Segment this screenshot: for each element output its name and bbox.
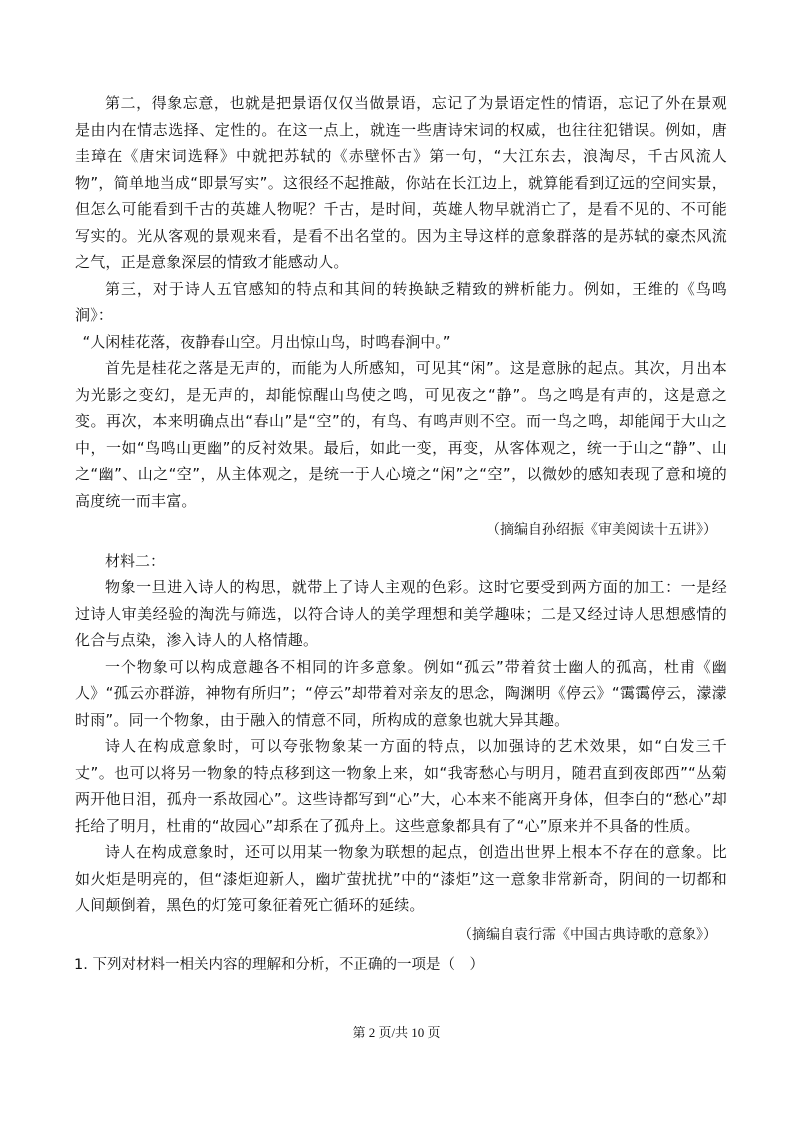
paragraph-third-point: 第三，对于诗人五官感知的特点和其间的转换缺乏精致的辨析能力。例如，王维的《鸟鸣涧》： [75,279,727,324]
paragraph-material-two-4: 诗人在构成意象时，还可以用某一物象为联想的起点，创造出世界上根本不存在的意象。比如火炬是明亮的，但“漆炬迎新人，幽圹萤扰扰”中的“漆炬”这一意象非常新奇，阴间的一切都和人间颠倒着，黑色的灯笼可象征着死亡循环的延续。 [75,843,727,914]
paragraph-material-two-1: 物象一旦进入诗人的构思，就带上了诗人主观的色彩。这时它要受到两方面的加工：一是经过诗人审美经验的淘洗与筛选，以符合诗人的美学理想和美学趣味；二是又经过诗人思想感情的化合与点染，渗入诗人的人格情趣。 [75,578,727,649]
question-1: 1. 下列对材料一相关内容的理解和分析，不正确的一项是（ ） [74,957,484,973]
source-citation-one: （摘编自孙绍振《审美阅读十五讲》） [486,522,717,538]
source-citation-two: （摘编自袁行霈《中国古典诗歌的意象》） [458,926,717,943]
poem-quote: “人闲桂花落，夜静春山空。月出惊山鸟，时鸣春涧中。” [82,332,451,351]
paragraph-material-two-2: 一个物象可以构成意趣各不相同的许多意象。例如“孤云”带着贫士幽人的孤高，杜甫《幽人》“孤云亦群游，神物有所归”；“停云”却带着对亲友的思念，陶渊明《停云》“霭霭停云，濛濛时雨”。同一个物象，由于融入的情意不同，所构成的意象也就大异其趣。 [75,657,727,729]
paragraph-material-two-3: 诗人在构成意象时，可以夸张物象某一方面的特点，以加强诗的艺术效果，如“白发三千丈”。也可以将另一物象的特点移到这一物象上来，如“我寄愁心与明月，随君直到夜郎西”“丛菊两开他日泪，孤舟一系故园心”。这些诗都写到“心”大，心本来不能离开身体，但李白的“愁心”却托给了明月，杜甫的“故园心”却系在了孤舟上。这些意象都具有了“心”原来并不具备的性质。 [75,737,727,835]
document-body [75,90,727,979]
material-two-label: 材料二： [105,551,166,570]
paragraph-second-point: 第二，得象忘意，也就是把景语仅仅当做景语，忘记了为景语定性的情语，忘记了外在景观是由内在情志选择、定性的。在这一点上，就连一些唐诗宋词的权威，也往往犯错误。例如，唐圭璋在《唐宋词选释》中就把苏轼的《赤壁怀古》第一句，“大江东去，浪淘尽，千古风流人物”，简单地当成“即景写实”。这很经不起推敲，你站在长江边上，就算能看到辽远的空间实景，但怎么可能看到千古的英雄人物呢？千古，是时间，英雄人物早就消亡了，是看不见的、不可能写实的。光从客观的景观来看，是看不出名堂的。因为主导这样的意象群落的是苏轼的豪杰风流之气，正是意象深层的情致才能感动人。 [75,94,727,271]
page-footer: 第 2 页/共 10 页 [352,1025,441,1040]
paragraph-poem-analysis: 首先是桂花之落是无声的，而能为人所感知，可见其“闲”。这是意脉的起点。其次，月出本为光影之变幻，是无声的，却能惊醒山鸟使之鸣，可见夜之“静”。鸟之鸣是有声的，这是意之变。再次，本来明确点出“春山”是“空”的，有鸟、有鸣声则不空。而一鸟之鸣，却能闻于大山之中，一如“鸟鸣山更幽”的反衬效果。最后，如此一变，再变，从客体观之，统一于山之“静”、山之“幽”、山之“空”，从主体观之，是统一于人心境之“闲”之“空”，以微妙的感知表现了意和境的高度统一而丰富。 [75,359,727,510]
